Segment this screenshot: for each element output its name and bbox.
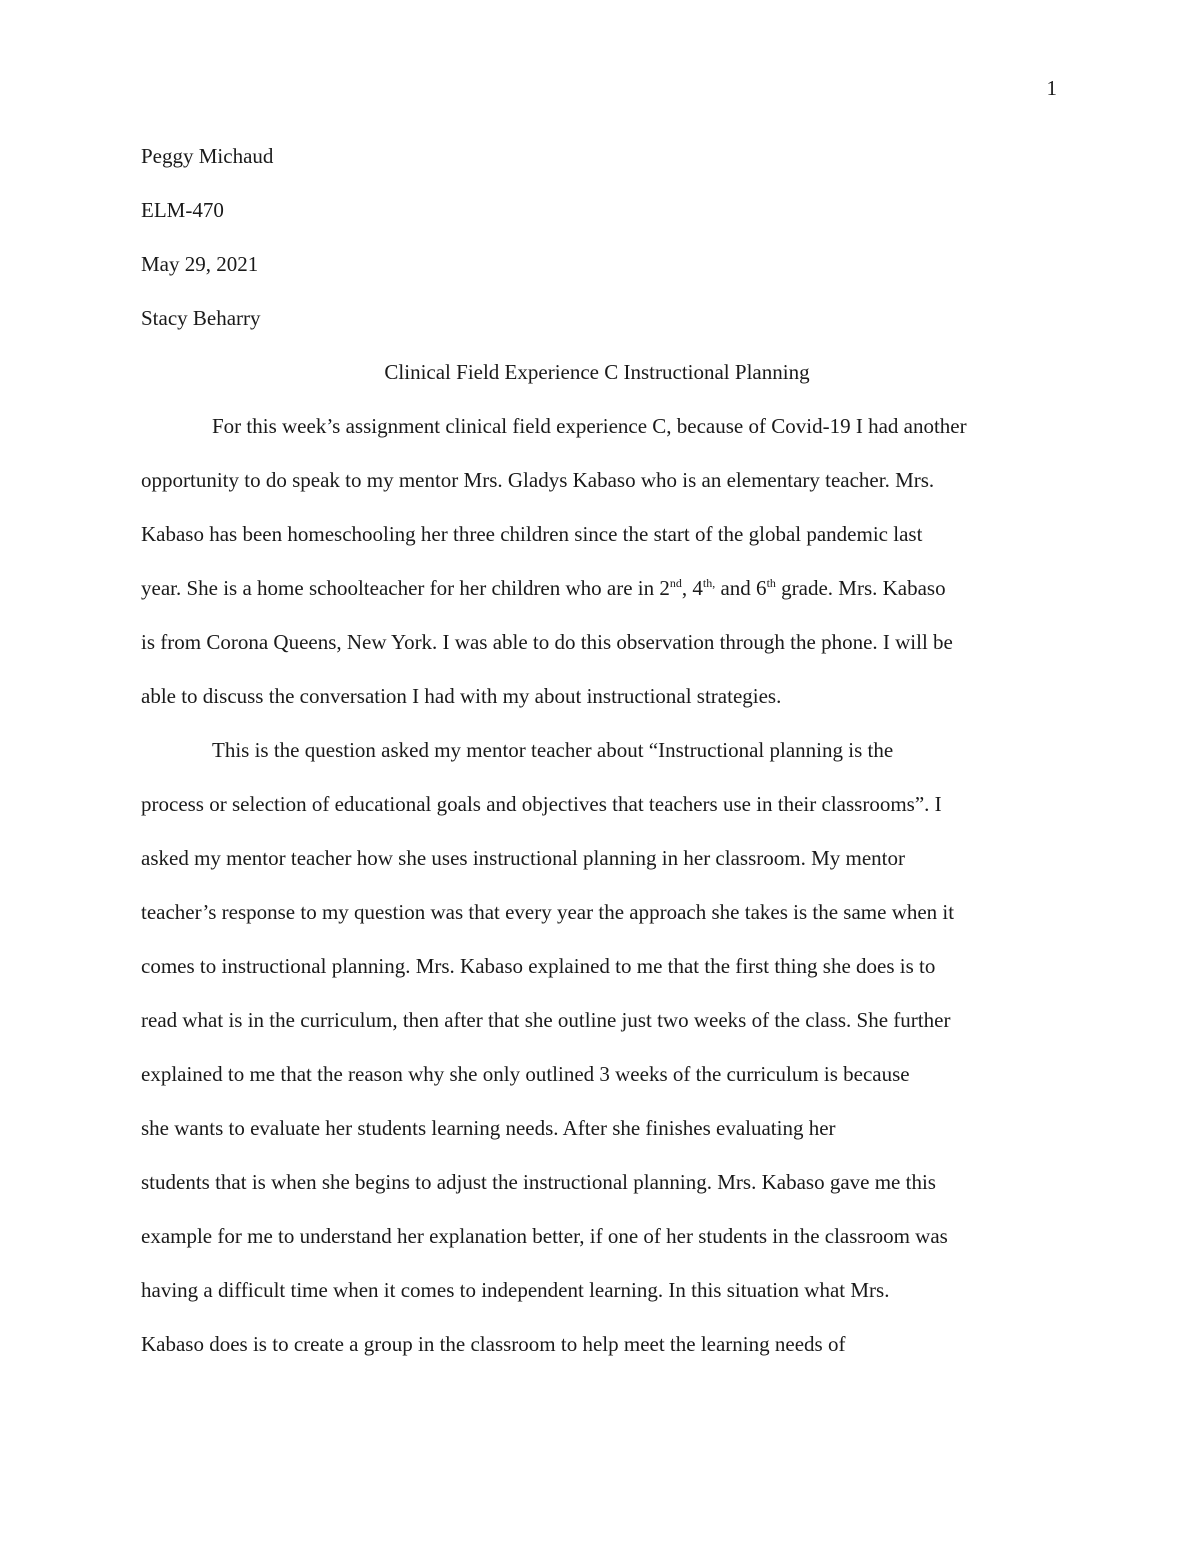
paragraph-1-line — [141, 574, 946, 602]
paragraph-2-line: Kabaso does is to create a group in the classroom to help meet the learning needs of — [141, 1332, 846, 1356]
paragraph-1-line: is from Corona Queens, New York. I was able to do this observation through the phone. I will be — [141, 630, 953, 654]
page-number: 1 — [1046, 76, 1057, 100]
ordinal-suffix: th, — [702, 576, 716, 590]
paragraph-2-line: teacher’s response to my question was that every year the approach she takes is the same when it — [141, 900, 955, 924]
line-text: , 4 — [681, 576, 703, 600]
paragraph-1-line: able to discuss the conversation I had with my about instructional strategies. — [141, 684, 782, 708]
line-text: year. She is a home schoolteacher for her children who are in 2 — [141, 576, 670, 600]
paragraph-2-line: example for me to understand her explanation better, if one of her students in the classroom was — [141, 1224, 948, 1248]
paragraph-2-line: This is the question asked my mentor teacher about “Instructional planning is the — [212, 738, 894, 762]
line-text: grade. Mrs. Kabaso — [775, 576, 946, 600]
paragraph-1-line: For this week’s assignment clinical field experience C, because of Covid-19 I had another — [212, 414, 967, 438]
author-name: Peggy Michaud — [141, 144, 274, 168]
paragraph-2-line: having a difficult time when it comes to independent learning. In this situation what Mrs. — [141, 1278, 890, 1302]
paragraph-2-line: comes to instructional planning. Mrs. Kabaso explained to me that the first thing she does is to — [141, 954, 936, 978]
ordinal-suffix: nd — [669, 576, 682, 590]
instructor-name: Stacy Beharry — [141, 306, 261, 330]
line-text: and 6 — [715, 576, 767, 600]
document-title: Clinical Field Experience C Instructional Planning — [384, 360, 810, 384]
paragraph-2-line: students that is when she begins to adjust the instructional planning. Mrs. Kabaso gave me this — [141, 1170, 936, 1194]
paragraph-2-line: explained to me that the reason why she only outlined 3 weeks of the curriculum is because — [141, 1062, 910, 1086]
paragraph-1-line: opportunity to do speak to my mentor Mrs. Gladys Kabaso who is an elementary teacher. Mrs. — [141, 468, 935, 492]
course-code: ELM-470 — [141, 198, 224, 222]
ordinal-suffix: th — [766, 576, 776, 590]
paragraph-2-line: she wants to evaluate her students learning needs. After she finishes evaluating her — [141, 1116, 836, 1140]
paragraph-1-line: Kabaso has been homeschooling her three children since the start of the global pandemic last — [141, 522, 923, 546]
paragraph-2-line: asked my mentor teacher how she uses instructional planning in her classroom. My mentor — [141, 846, 905, 870]
paragraph-2-line: read what is in the curriculum, then after that she outline just two weeks of the class. She further — [141, 1008, 951, 1032]
paragraph-2-line: process or selection of educational goals and objectives that teachers use in their classrooms”. I — [141, 792, 942, 816]
document-date: May 29, 2021 — [141, 252, 259, 276]
